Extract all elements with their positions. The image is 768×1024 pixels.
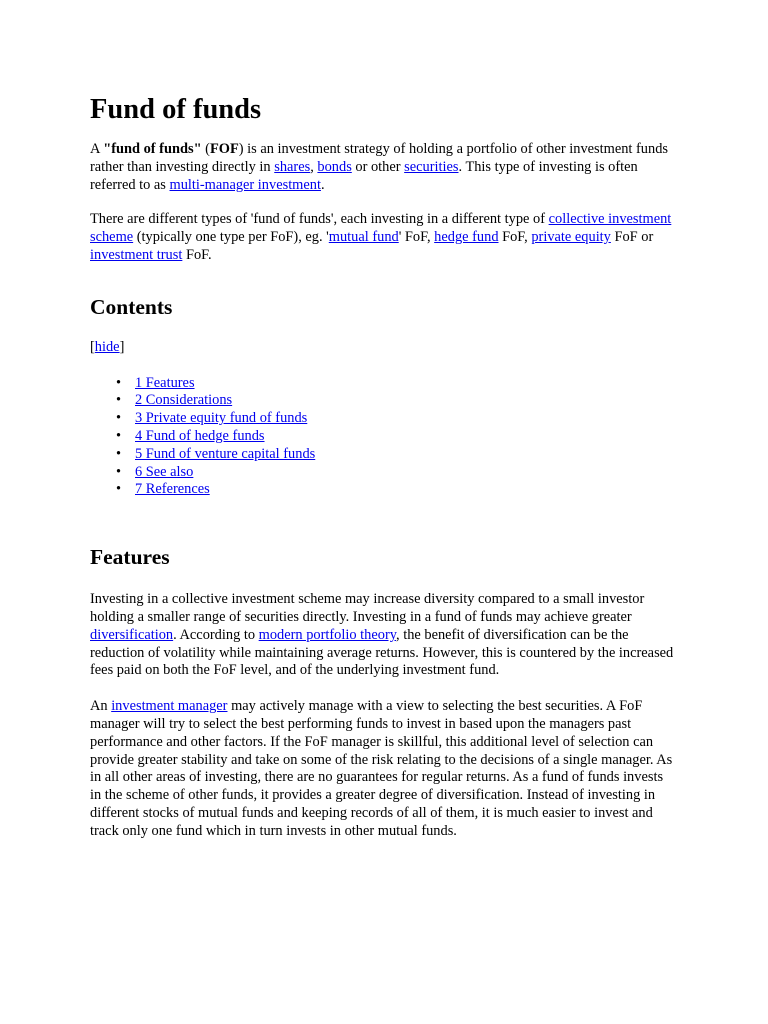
bullet-icon: • (116, 410, 122, 427)
link-modern-portfolio-theory[interactable]: modern portfolio theory (258, 626, 396, 643)
link-diversification[interactable]: diversification (90, 626, 174, 643)
link-collective-investment-scheme[interactable]: collective investment scheme (90, 211, 672, 246)
toc-item-hedge-funds (90, 428, 676, 446)
link-mutual-fund[interactable]: mutual fund (328, 229, 399, 246)
bold-term-fund-of-funds: "fund of funds" (103, 141, 202, 157)
toc-link-private-equity[interactable]: 3 Private equity fund of funds (135, 410, 308, 427)
text-run: A (90, 141, 104, 157)
features-paragraph-1 (90, 591, 676, 680)
text-run: FoF. (182, 246, 212, 263)
link-multi-manager-investment[interactable]: multi-manager investment (169, 176, 321, 193)
link-investment-manager[interactable]: investment manager (111, 698, 228, 715)
link-bonds[interactable]: bonds (317, 158, 352, 175)
toc-link-venture-capital[interactable]: 5 Fund of venture capital funds (135, 445, 316, 462)
page-title: Fund of funds (90, 94, 262, 125)
toc-hide-link[interactable]: hide (94, 338, 120, 355)
toc-item-private-equity (90, 410, 676, 428)
toc-link-see-also[interactable]: 6 See also (135, 463, 194, 480)
text-run: or other (351, 158, 405, 175)
bullet-icon: • (116, 481, 122, 498)
text-run: ' FoF, (398, 229, 435, 246)
text-run: (typically one type per FoF), eg. ' (133, 229, 329, 246)
link-private-equity[interactable]: private equity (531, 229, 611, 246)
text-run: There are different types of 'fund of funds', each investing in a different type of (90, 211, 549, 228)
toc-link-references[interactable]: 7 References (135, 481, 210, 498)
text-run: may actively manage with a view to selecting the best securities. A FoF manager will try to select the best performing funds to invest in based upon the managers past performance and other factors. If the FoF manager is skillful, this additional level of selection can provide greater stability and take on some of the risk relating to the decisions of a single manager. As in all other areas of investing, there are no guarantees for regular returns. As a fund of funds invests in the scheme of other funds, it provides a greater degree of diversification. Instead of investing in different stocks of mutual funds and keeping records of all of them, it is much easier to invest and track only one fund which in turn invests in other mutual funds. (90, 698, 673, 839)
toc-item-see-also (90, 464, 676, 482)
toc-toggle-bracket-close: ] (119, 338, 125, 355)
bullet-icon: • (116, 463, 122, 480)
bullet-icon: • (116, 427, 122, 444)
link-hedge-fund[interactable]: hedge fund (434, 229, 499, 246)
intro-paragraph-1 (90, 141, 676, 194)
bullet-icon: • (116, 445, 122, 462)
intro-paragraph-2 (90, 211, 676, 264)
text-run: , (310, 158, 318, 175)
toc-item-features (90, 375, 676, 393)
toc-item-venture-capital (90, 446, 676, 464)
bullet-icon: • (116, 374, 122, 391)
text-run: FoF, (498, 229, 532, 246)
toc-toggle-bracket-open: [ (90, 338, 95, 355)
contents-heading: Contents (90, 294, 173, 319)
toc-link-features[interactable]: 1 Features (135, 374, 195, 391)
text-run: ( (201, 141, 210, 157)
table-of-contents (90, 375, 676, 500)
toc-link-hedge-funds[interactable]: 4 Fund of hedge funds (135, 427, 265, 444)
text-run: , the benefit of diversification can be the reduction of volatility while maintaining average returns. However, this is countered by the increased fees paid on both the FoF level, and of the underlying investment fund. (90, 626, 674, 679)
text-run: . This type of investing is often referred to as (90, 158, 638, 193)
text-run: Investing in a collective investment scheme may increase diversity compared to a small investor holding a smaller range of securities directly. Investing in a fund of funds may achieve greater (90, 591, 645, 625)
features-paragraph-2 (90, 698, 676, 840)
bullet-icon: • (116, 392, 122, 409)
text-run: FoF or (610, 229, 654, 246)
link-shares[interactable]: shares (274, 158, 311, 175)
bold-term-fof: FOF (209, 141, 239, 157)
toc-item-considerations (90, 392, 676, 410)
link-investment-trust[interactable]: investment trust (90, 246, 183, 263)
features-heading: Features (90, 545, 170, 570)
text-run: . (320, 176, 325, 193)
text-run: ) is an investment strategy of holding a portfolio of other investment funds rather than investing directly in (90, 141, 668, 175)
toc-item-references (90, 481, 676, 499)
toc-link-considerations[interactable]: 2 Considerations (135, 392, 233, 409)
toc-toggle (90, 339, 676, 357)
link-securities[interactable]: securities (404, 158, 459, 175)
text-run: An (90, 698, 112, 715)
text-run: . According to (173, 626, 259, 643)
